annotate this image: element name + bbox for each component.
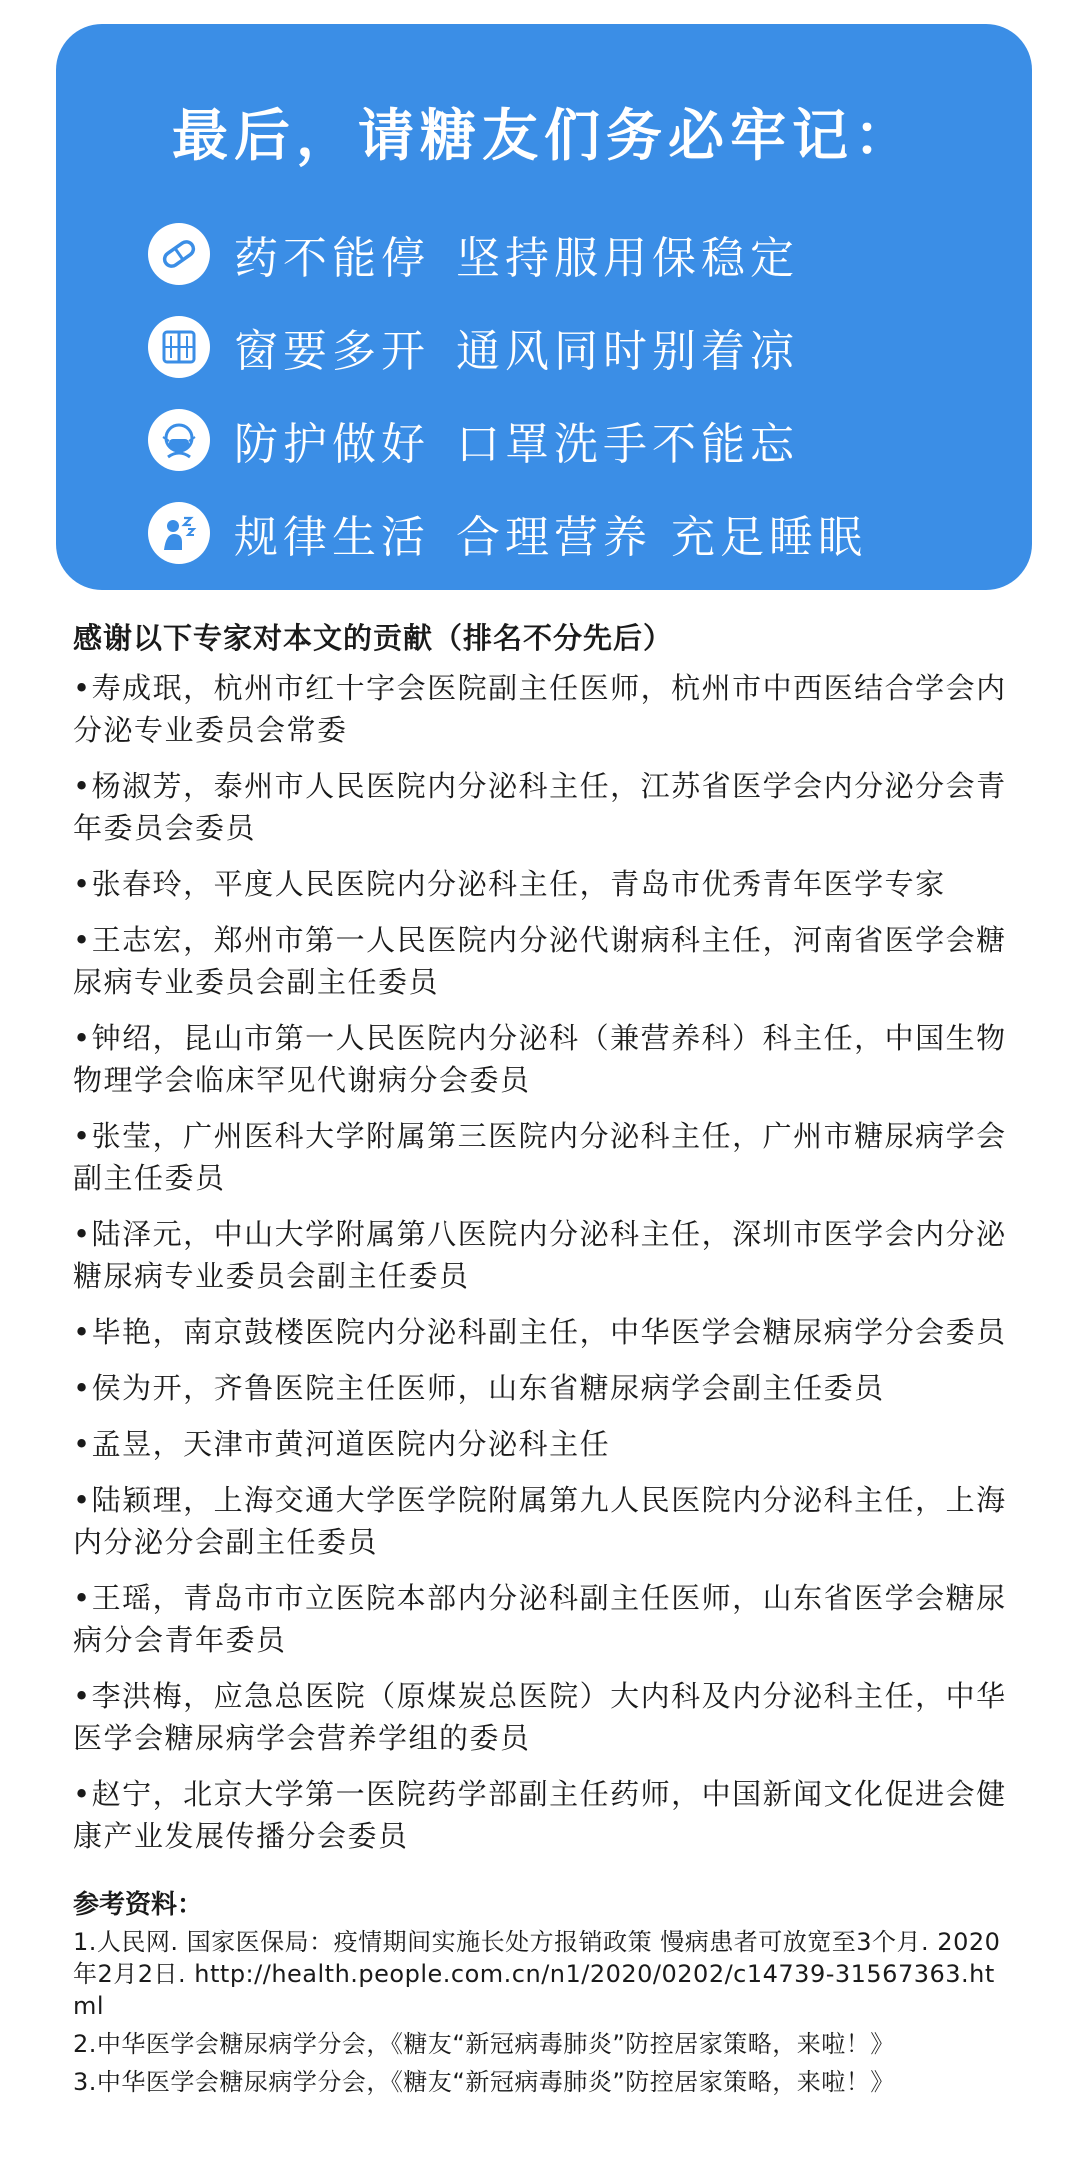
list-item: •侯为开，齐鲁医院主任医师，山东省糖尿病学会副主任委员 xyxy=(73,1371,885,1405)
acknowledgement-title: 感谢以下专家对本文的贡献（排名不分先后） xyxy=(73,621,674,655)
list-item: •毕艳，南京鼓楼医院内分泌科副主任，中华医学会糖尿病学分会委员 xyxy=(73,1315,1007,1349)
tip-medicine xyxy=(148,214,799,294)
list-item: •李洪梅，应急总医院（原煤炭总医院）大内科及内分泌科主任，中华医学会糖尿病学会营养学组的委员 xyxy=(73,1679,1007,1755)
window-icon xyxy=(148,316,210,378)
tip-window xyxy=(148,307,799,387)
tip-window-left: 窗要多开 xyxy=(234,326,430,377)
reminder-title: 最后，请糖友们务必牢记： xyxy=(172,104,916,169)
references-title: 参考资料： xyxy=(73,1890,204,1920)
reference-item: 3.中华医学会糖尿病学分会，《糖友“新冠病毒肺炎”防控居家策略，来啦！》 xyxy=(73,2068,895,2096)
reminder-card xyxy=(56,24,1032,590)
tip-window-right: 通风同时别着凉 xyxy=(456,326,799,377)
list-item: •钟绍，昆山市第一人民医院内分泌科（兼营养科）科主任，中国生物物理学会临床罕见代谢病分会委员 xyxy=(73,1021,1007,1097)
list-item: •陆颖理，上海交通大学医学院附属第九人民医院内分泌科主任，上海内分泌分会副主任委员 xyxy=(73,1483,1007,1559)
mask-icon xyxy=(148,409,210,471)
pill-icon xyxy=(148,223,210,285)
sleep-icon xyxy=(148,502,210,564)
list-item: •王瑶，青岛市市立医院本部内分泌科副主任医师，山东省医学会糖尿病分会青年委员 xyxy=(73,1581,1007,1657)
tip-protection-right: 口罩洗手不能忘 xyxy=(456,419,799,470)
reference-item: 1.人民网. 国家医保局：疫情期间实施长处方报销政策 慢病患者可放宽至3个月. 2020年2月2日. http://health.people.com.cn/n1/2020/0202/c14739-31567363.html xyxy=(73,1928,1001,2020)
tip-medicine-right: 坚持服用保稳定 xyxy=(456,233,799,284)
tip-lifestyle-left: 规律生活 xyxy=(234,512,430,563)
tip-lifestyle-right: 合理营养 充足睡眠 xyxy=(456,512,867,563)
tip-medicine-left: 药不能停 xyxy=(234,233,430,284)
tip-protection xyxy=(148,400,799,480)
tip-lifestyle xyxy=(148,493,867,573)
reference-item: 2.中华医学会糖尿病学分会，《糖友“新冠病毒肺炎”防控居家策略，来啦！》 xyxy=(73,2030,895,2058)
reference-list xyxy=(73,1926,1013,2104)
list-item: •王志宏，郑州市第一人民医院内分泌代谢病科主任，河南省医学会糖尿病专业委员会副主任委员 xyxy=(73,923,1007,999)
expert-list xyxy=(73,667,1013,1871)
list-item: •杨淑芳，泰州市人民医院内分泌科主任，江苏省医学会内分泌分会青年委员会委员 xyxy=(73,769,1007,845)
list-item: •寿成珉，杭州市红十字会医院副主任医师，杭州市中西医结合学会内分泌专业委员会常委 xyxy=(73,671,1007,747)
list-item: •赵宁，北京大学第一医院药学部副主任药师，中国新闻文化促进会健康产业发展传播分会委员 xyxy=(73,1777,1007,1853)
list-item: •陆泽元，中山大学附属第八医院内分泌科主任，深圳市医学会内分泌糖尿病专业委员会副主任委员 xyxy=(73,1217,1007,1293)
tip-protection-left: 防护做好 xyxy=(234,419,430,470)
list-item: •张莹，广州医科大学附属第三医院内分泌科主任，广州市糖尿病学会副主任委员 xyxy=(73,1119,1007,1195)
list-item: •张春玲，平度人民医院内分泌科主任，青岛市优秀青年医学专家 xyxy=(73,867,946,901)
list-item: •孟昱，天津市黄河道医院内分泌科主任 xyxy=(73,1427,611,1461)
